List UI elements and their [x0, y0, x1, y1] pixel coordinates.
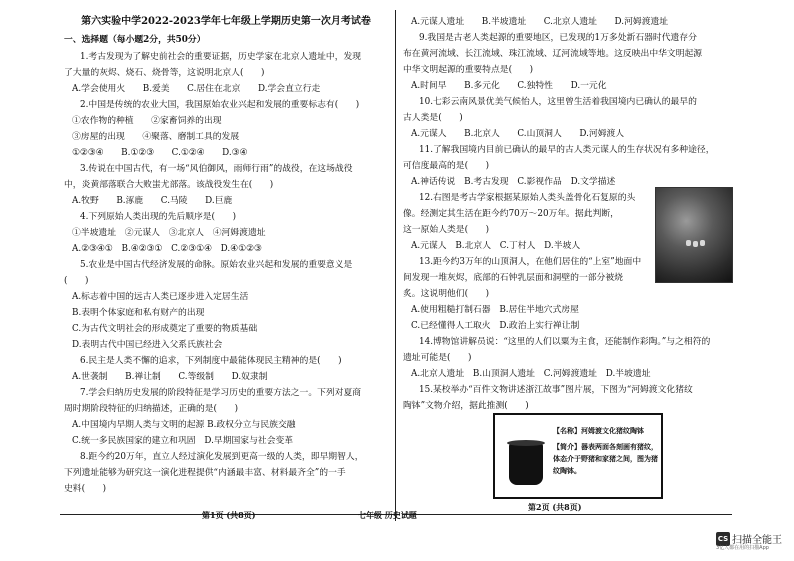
- option-line: A.中国境内早期人类与文明的起源 B.政权分立与民族交融: [72, 420, 296, 430]
- option-line: C.统一多民族国家的建立和巩固 D.早期国家与社会变革: [72, 436, 294, 446]
- exam-page-right: [403, 14, 727, 512]
- question-line: 1.考古发现为了解史前社会的重要证据，历史学家在北京人遗址中，发现: [80, 52, 362, 62]
- question-line: 3.传说在中国古代，有一场“风伯御风，雨师行雨”的战役，在这场战役: [80, 164, 353, 174]
- page-number-right: 第2页 (共8页): [528, 502, 582, 512]
- option-line: A.标志着中国的远古人类已逐步进入定居生活: [72, 292, 249, 302]
- exam-page-left: [64, 14, 388, 512]
- option-line: A.元谋人遗址 B.半坡遗址 C.北京人遗址 D.河姆渡遗址: [411, 17, 669, 27]
- question-line: 14.博物馆讲解员说：“这里的人们以粟为主食，还能制作彩陶。”与之相符的: [419, 337, 711, 347]
- option-line: A.元谋人 B.北京人 C.丁村人 D.半坡人: [411, 241, 581, 251]
- option-line: A.北京人遗址 B.山顶洞人遗址 C.河姆渡遗址 D.半坡遗址: [411, 369, 651, 379]
- question-line: ( ): [64, 276, 89, 286]
- option-line: A.牧野 B.涿鹿 C.马陵 D.巨鹿: [72, 196, 233, 206]
- question-line: 可信度最高的是( ): [403, 161, 490, 171]
- center-footer-label: 七年级 历史试题: [358, 510, 417, 520]
- option-line: A.神话传说 B.考古发现 C.影视作品 D.文学描述: [411, 177, 616, 187]
- option-line: B.表明个体家庭和私有财产的出现: [72, 308, 205, 318]
- scanner-logo-icon: CS: [716, 532, 730, 546]
- question-line: 周时期阶段特征的归纳描述，正确的是( ): [64, 404, 239, 414]
- artifact-description: 【简介】器表两面各刻画有猪纹，体态介于野猪和家猪之间，图为猪纹陶钵。: [553, 442, 658, 475]
- question-line: 10.七彩云南风景优美气候怡人，这里曾生活着我国境内已确认的最早的: [419, 97, 697, 107]
- artifact-card: [493, 413, 663, 499]
- question-line: 炙。这说明他们( ): [403, 289, 490, 299]
- page-number-left: 第1页 (共8页): [202, 510, 256, 520]
- option-line: ①半坡遗址 ②元谋人 ③北京人 ④河姆渡遗址: [72, 228, 266, 238]
- question-line: 间发现一堆灰烬，底部的石钟乳层面和洞壁的一部分被烧: [403, 273, 623, 283]
- option-line: A.世袭制 B.禅让制 C.等级制 D.奴隶制: [72, 372, 268, 382]
- question-line: 11.了解我国境内目前已确认的最早的古人类元谋人的生存状况有多种途径，: [419, 145, 715, 155]
- question-line: 8.距今约20万年，直立人经过演化发展到更高一级的人类，即早期智人，: [80, 452, 364, 462]
- question-line: 5.农业是中国古代经济发展的命脉。原始农业兴起和发展的重要意义是: [80, 260, 353, 270]
- option-line: ①农作物的种植 ②家畜饲养的出现: [72, 116, 222, 126]
- option-line: A.使用粗糙打制石器 B.居住半地穴式房屋: [411, 305, 579, 315]
- skull-reconstruction-image: [655, 187, 733, 283]
- question-line: 中华文明起源的重要特点是( ): [403, 65, 534, 75]
- option-line: D.表明古代中国已经进入父系氏族社会: [72, 340, 223, 350]
- footer-rule-right: [402, 514, 732, 515]
- question-line: 了大量的灰烬、烧石、烧骨等，这说明北京人( ): [64, 68, 265, 78]
- question-line: 13.距今约3万年的山顶洞人，在他们居住的“上室”地面中: [419, 257, 642, 267]
- exam-title: 第六实验中学2022-2023学年七年级上学期历史第一次月考试卷: [81, 16, 371, 27]
- option-line: A.时间早 B.多元化 C.独特性 D.一元化: [411, 81, 607, 91]
- question-line: 陶钵”文物介绍，据此推测( ): [403, 401, 529, 411]
- question-line: 12.右图是考古学家根据某原始人类头盖骨化石复原的头: [419, 193, 636, 203]
- question-line: 中，炎黄部落联合大败蚩尤部落。该战役发生在( ): [64, 180, 274, 190]
- question-line: 遗址可能是( ): [403, 353, 472, 363]
- artifact-name: 【名称】河姆渡文化猪纹陶钵: [553, 426, 644, 435]
- question-line: 古人类是( ): [403, 113, 463, 123]
- question-line: 史料( ): [64, 484, 107, 494]
- question-line: 2.中国是传统的农业大国，我国原始农业兴起和发展的重要标志有( ): [80, 100, 360, 110]
- question-line: 像。经测定其生活在距今约70万～20万年。据此判断，: [403, 209, 619, 219]
- question-line: 下列遗址能够为研究这一演化进程提供“内涵最丰富、材料最齐全”的一手: [64, 468, 346, 478]
- question-line: 布在黄河流域、长江流域、珠江流域、辽河流域等地。这反映出中华文明起源: [403, 49, 703, 59]
- scanner-watermark: [716, 528, 782, 551]
- pottery-bowl-image: [509, 443, 543, 485]
- option-line: A.学会使用火 B.爱美 C.居住在北京 D.学会直立行走: [72, 84, 321, 94]
- option-line: A.②③④① B.④②③① C.②③①④ D.④①②③: [72, 244, 262, 254]
- option-line: ③房屋的出现 ④聚落、磨制工具的发展: [72, 132, 240, 142]
- question-line: 这一原始人类是( ): [403, 225, 490, 235]
- scanner-app-name: 扫描全能王: [732, 535, 782, 546]
- question-line: 4.下列原始人类出现的先后顺序是( ): [80, 212, 237, 222]
- option-line: C.为古代文明社会的形成奠定了重要的物质基础: [72, 324, 258, 334]
- question-line: 15.某校举办“百件文物讲述浙江故事”图片展，下图为“河姆渡文化猪纹: [419, 385, 693, 395]
- question-line: 9.我国是古老人类起源的重要地区，已发现的1万多处新石器时代遗存分: [419, 33, 697, 43]
- question-line: 6.民主是人类不懈的追求，下列制度中最能体现民主精神的是( ): [80, 356, 342, 366]
- section-heading: 一、选择题（每小题2分，共50分）: [64, 35, 206, 45]
- page-divider: [395, 10, 396, 521]
- option-line: ①②③④ B.①②③ C.①②④ D.③④: [72, 148, 248, 158]
- scanner-tagline: 3亿人都在用的扫描App: [716, 545, 769, 551]
- option-line: A.元谋人 B.北京人 C.山顶洞人 D.河姆渡人: [411, 129, 625, 139]
- option-line: C.已经懂得人工取火 D.政治上实行禅让制: [411, 321, 580, 331]
- question-line: 7.学会归纳历史发展的阶段特征是学习历史的重要方法之一。下列对夏商: [80, 388, 362, 398]
